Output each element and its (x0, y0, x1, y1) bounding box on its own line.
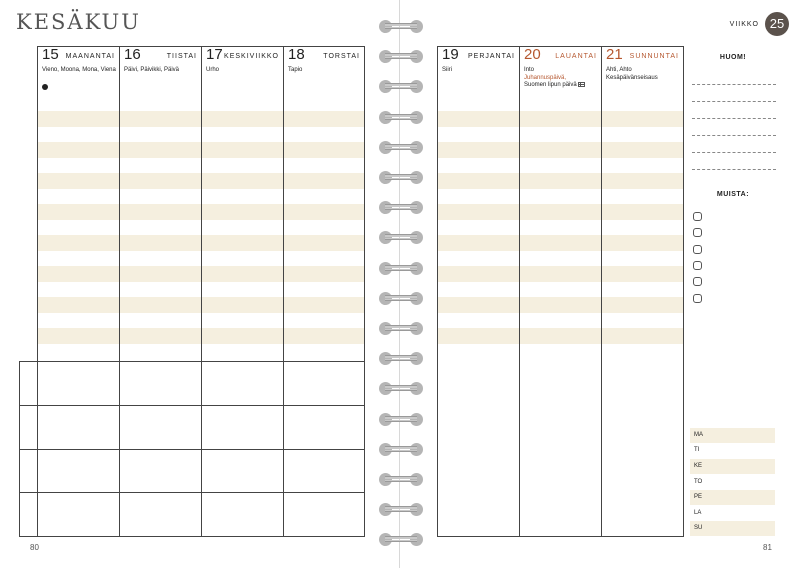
weekday-row[interactable]: LA (694, 510, 702, 516)
remember-title: MUISTA: (716, 191, 750, 198)
ring-wire (385, 299, 417, 301)
day-number: 16 (124, 46, 141, 63)
spiral-ring (379, 503, 423, 516)
page-number-right: 81 (763, 543, 772, 552)
month-title: KESÄKUU (16, 10, 141, 34)
day-name: TIISTAI (166, 53, 197, 60)
ring-wire (385, 295, 417, 298)
name-day-text: Into (524, 67, 535, 73)
ring-wire (385, 329, 417, 331)
weekday-row[interactable]: SU (690, 521, 775, 536)
ring-wire (385, 389, 417, 391)
ring-wire (385, 204, 417, 207)
ring-wire (385, 359, 417, 361)
name-day (524, 67, 599, 90)
day-name: LAUANTAI (555, 53, 597, 60)
ring-wire (385, 450, 417, 452)
ring-wire (385, 148, 417, 150)
spiral-ring (379, 352, 423, 365)
spiral-ring (379, 50, 423, 63)
name-day: Siiri (442, 67, 452, 73)
name-day-text: Ahti, Ahto (606, 67, 632, 73)
ring-wire (385, 416, 417, 419)
day-number: 20 (524, 46, 541, 63)
spiral-ring (379, 80, 423, 93)
day-name: SUNNUNTAI (629, 53, 679, 60)
spiral-ring (379, 473, 423, 486)
ring-wire (385, 480, 417, 482)
flag-day-text: Suomen lipun päivä (524, 82, 577, 89)
ring-wire (385, 269, 417, 271)
name-day: Vieno, Moona, Mona, Viena (42, 67, 116, 73)
name-day: Päivi, Päivikki, Päivä (124, 67, 180, 73)
ring-wire (385, 174, 417, 177)
spiral-ring (379, 382, 423, 395)
day-number: 18 (288, 46, 305, 63)
grid-line (19, 536, 365, 537)
ring-wire (385, 178, 417, 180)
week-number: 25 (765, 12, 789, 36)
spiral-ring (379, 231, 423, 244)
ring-wire (385, 87, 417, 89)
ring-wire (385, 23, 417, 26)
spiral-ring (379, 292, 423, 305)
weekday-row[interactable]: KE (690, 459, 775, 474)
spiral-ring (379, 111, 423, 124)
note-line[interactable] (692, 152, 776, 153)
ring-wire (385, 83, 417, 86)
ring-wire (385, 27, 417, 29)
checkbox[interactable] (693, 212, 702, 221)
ring-wire (385, 540, 417, 542)
name-day (606, 67, 681, 82)
spiral-ring (379, 141, 423, 154)
note-line[interactable] (692, 84, 776, 85)
day-column-wednesday[interactable] (201, 46, 283, 536)
ring-wire (385, 355, 417, 358)
grid-line (19, 361, 20, 536)
ring-wire (385, 476, 417, 479)
page-number-left: 80 (30, 543, 39, 552)
spiral-ring (379, 533, 423, 546)
name-day: Tapio (288, 67, 303, 73)
spiral-ring (379, 262, 423, 275)
spiral-ring (379, 201, 423, 214)
grid-line (437, 536, 684, 537)
spiral-ring (379, 322, 423, 335)
day-number: 19 (442, 46, 459, 63)
holiday-name: Juhannuspäivä, (524, 74, 567, 81)
ring-wire (385, 238, 417, 240)
ring-wire (385, 506, 417, 509)
day-column-saturday[interactable] (519, 46, 601, 536)
finnish-flag-icon (578, 82, 585, 87)
spiral-ring (379, 413, 423, 426)
weekday-row[interactable]: TO (694, 479, 703, 485)
spiral-ring (379, 443, 423, 456)
ring-wire (385, 510, 417, 512)
week-label: VIIKKO (729, 21, 759, 28)
day-column-sunday[interactable] (601, 46, 684, 536)
ring-wire (385, 208, 417, 210)
note-line[interactable] (692, 118, 776, 119)
day-number: 17 (206, 46, 223, 63)
day-name: PERJANTAI (468, 53, 515, 60)
ring-wire (385, 265, 417, 268)
moon-phase-icon (42, 84, 48, 90)
ring-wire (385, 53, 417, 56)
checkbox[interactable] (693, 277, 702, 286)
ring-wire (385, 446, 417, 449)
solstice-text: Kesäpäivänseisaus (606, 74, 658, 81)
ring-wire (385, 234, 417, 237)
checkbox[interactable] (693, 245, 702, 254)
checkbox[interactable] (693, 261, 702, 270)
day-number: 15 (42, 46, 59, 63)
day-column-thursday[interactable] (283, 46, 365, 536)
day-name: TORSTAI (323, 53, 360, 60)
day-column-monday[interactable] (37, 46, 119, 536)
weekday-row[interactable]: TI (694, 447, 700, 453)
spiral-ring (379, 171, 423, 184)
ring-wire (385, 325, 417, 328)
day-name: MAANANTAI (65, 53, 115, 60)
day-name: KESKIVIIKKO (224, 53, 279, 60)
checkbox[interactable] (693, 294, 702, 303)
ring-wire (385, 144, 417, 147)
note-line[interactable] (692, 135, 776, 136)
day-number: 21 (606, 46, 623, 63)
ring-wire (385, 57, 417, 59)
day-column-tuesday[interactable] (119, 46, 201, 536)
notes-title: HUOM! (719, 54, 747, 61)
day-column-friday[interactable] (437, 46, 519, 536)
ring-wire (385, 385, 417, 388)
note-line[interactable] (692, 169, 776, 170)
checkbox[interactable] (693, 228, 702, 237)
weekday-row[interactable]: MA (690, 428, 775, 443)
ring-wire (385, 114, 417, 117)
ring-wire (385, 420, 417, 422)
weekday-row[interactable]: PE (690, 490, 775, 505)
ring-wire (385, 536, 417, 539)
note-line[interactable] (692, 101, 776, 102)
name-day: Urho (206, 67, 220, 73)
ring-wire (385, 118, 417, 120)
spiral-ring (379, 20, 423, 33)
